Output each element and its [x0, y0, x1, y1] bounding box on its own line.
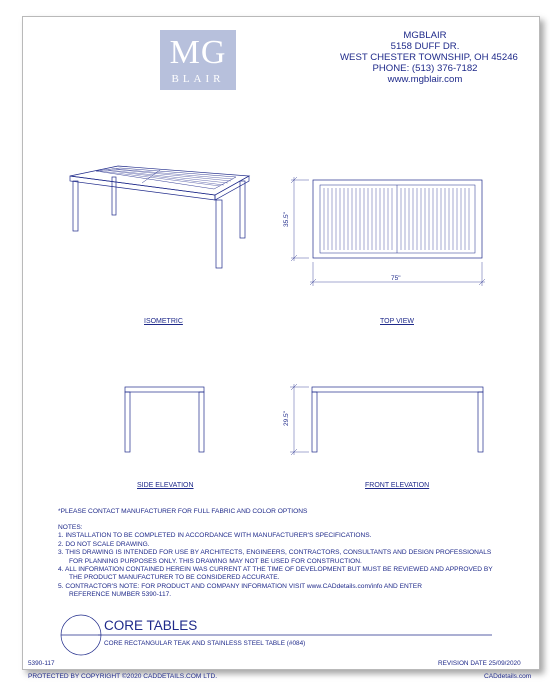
drawing-subtitle: CORE RECTANGULAR TEAK AND STAINLESS STEEL TABLE (#084) [104, 640, 306, 647]
note-5: 5. CONTRACTOR'S NOTE: FOR PRODUCT AND COMPANY INFORMATION VISIT www.CADdetails.com/info AND ENTER [58, 582, 422, 590]
note-4: 4. ALL INFORMATION CONTAINED HEREIN WAS CURRENT AT THE TIME OF DEVELOPMENT BUT MUST BE REVIEWED AND APPROVED BY [58, 566, 493, 574]
front-elevation-drawing [290, 384, 483, 455]
company-web: www.mgblair.com [387, 74, 463, 85]
dimension-top-length: 75" [391, 275, 401, 282]
note-1: 1. INSTALLATION TO BE COMPLETED IN ACCORDANCE WITH MANUFACTURER'S SPECIFICATIONS. [58, 532, 372, 540]
logo-mg-text: MG [169, 34, 227, 71]
drawing-number: 5390-117 [28, 660, 55, 667]
label-top-view: TOP VIEW [380, 318, 414, 325]
note-2: 2. DO NOT SCALE DRAWING. [58, 540, 150, 548]
label-front-elevation: FRONT ELEVATION [365, 482, 430, 489]
copyright-footer: PROTECTED BY COPYRIGHT ©2020 CADDETAILS.COM LTD. [28, 673, 218, 680]
company-street: 5158 DUFF DR. [390, 41, 460, 52]
note-5-continued: REFERENCE NUMBER 5390-117. [69, 591, 172, 599]
note-4-continued: THE PRODUCT MANUFACTURER TO BE CONSIDERED ACCURATE. [69, 574, 280, 582]
company-city: WEST CHESTER TOWNSHIP, OH 45246 [340, 52, 518, 63]
notes-list [58, 524, 493, 600]
revision-date: REVISION DATE 25/09/2020 [438, 660, 521, 667]
notes-heading: NOTES: [58, 524, 83, 531]
label-side-elevation: SIDE ELEVATION [137, 482, 194, 489]
label-isometric: ISOMETRIC [144, 318, 183, 325]
company-name: MGBLAIR [403, 30, 447, 41]
isometric-table-drawing [70, 166, 249, 268]
caddetails-link[interactable]: CADdetails.com [484, 673, 532, 680]
company-phone: PHONE: (513) 376-7182 [372, 63, 478, 74]
note-3-continued: FOR PLANNING PURPOSES ONLY. THIS DRAWING MAY NOT BE USED FOR CONSTRUCTION. [69, 557, 362, 565]
dimension-height: 29.5" [282, 411, 290, 426]
note-3: 3. THIS DRAWING IS INTENDED FOR USE BY ARCHITECTS, ENGINEERS, CONTRACTORS, CONSULTANTS AND DESIGN PROFESSIONALS [58, 549, 492, 557]
contact-manufacturer-note: *PLEASE CONTACT MANUFACTURER FOR FULL FABRIC AND COLOR OPTIONS [58, 508, 308, 515]
top-view-drawing [291, 177, 485, 286]
logo-blair-text: BLAIR [171, 73, 225, 85]
side-elevation-drawing [125, 387, 204, 452]
dimension-top-depth: 35.5" [282, 212, 290, 227]
drawing-title: CORE TABLES [104, 618, 198, 633]
